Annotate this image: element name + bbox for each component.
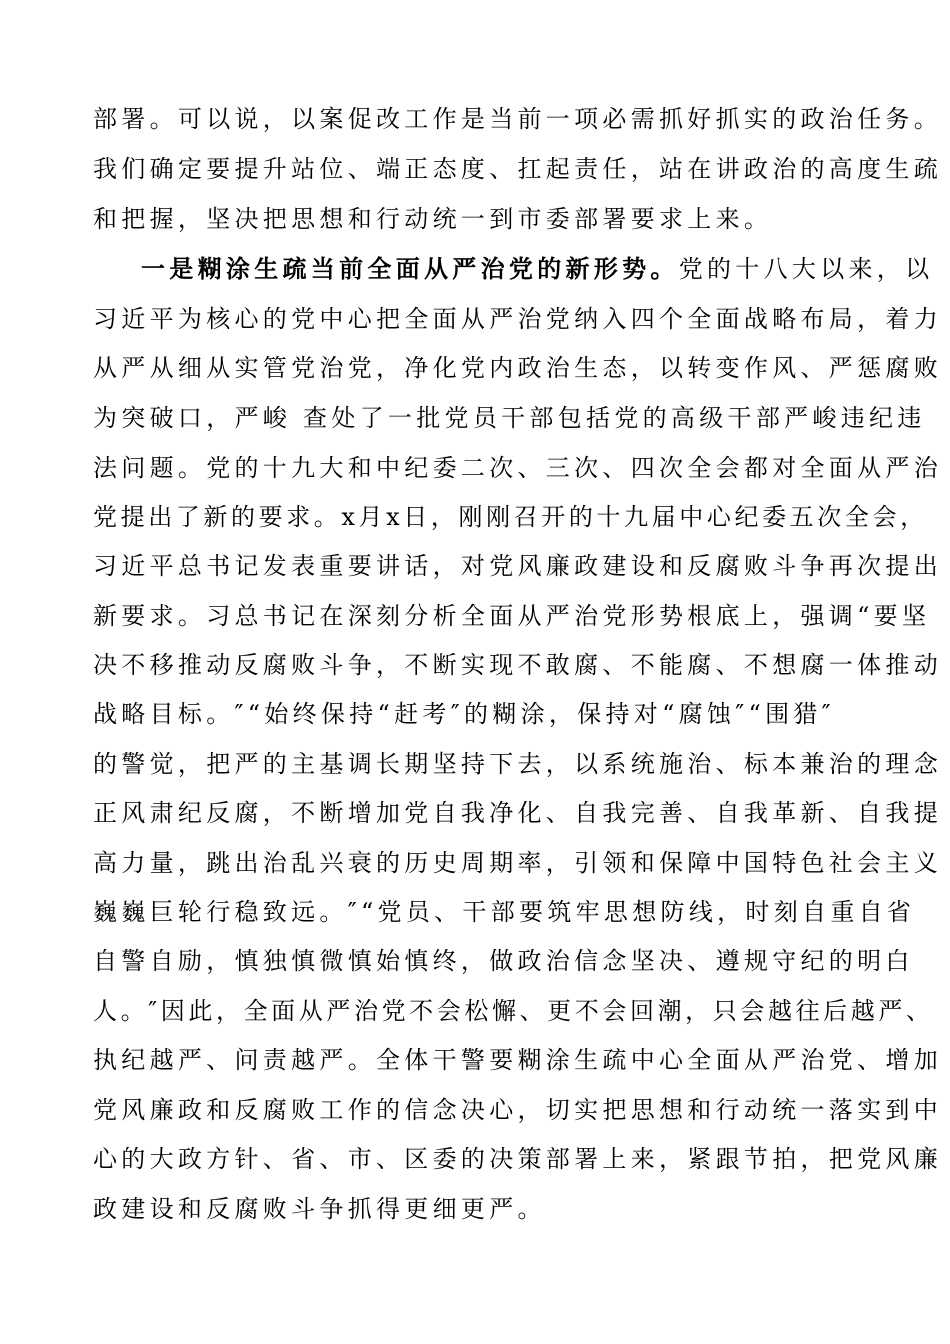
text-line-15: 正风肃纪反腐，不断增加党自我净化、自我完善、自我革新、自我提: [93, 799, 942, 827]
text-line-22: 心的大政方针、省、市、区委的决策部署上来，紧跟节拍，把党风廉: [93, 1145, 942, 1173]
text-line-11: 新要求。习总书记在深刻分析全面从严治党形势根底上，强调“要坚: [93, 602, 931, 630]
text-line-21: 党风廉政和反腐败工作的信念决心，切实把思想和行动统一落实到中: [93, 1096, 942, 1124]
text-line-20: 执纪越严、问责越严。全体干警要糊涂生疏中心全面从严治党、增加: [93, 1046, 942, 1074]
text-line-9: 党提出了新的要求。x月x日，刚刚召开的十九届中心纪委五次全会，: [93, 503, 928, 531]
paragraph-heading: 一是糊涂生疏当前全面从严治党的新形势。: [141, 254, 679, 283]
text-line-10: 习近平总书记发表重要讲话，对党风廉政建设和反腐败斗争再次提出: [93, 552, 942, 580]
text-line-1: 部署。可以说，以案促改工作是当前一项必需抓好抓实的政治任务。: [93, 105, 942, 133]
text-line-12: 决不移推动反腐败斗争，不断实现不敢腐、不能腐、不想腐一体推动: [93, 651, 942, 679]
text-line-3: 和把握，坚决把思想和行动统一到市委部署要求上来。: [93, 205, 773, 233]
text-line-2: 我们确定要提升站位、端正态度、扛起责任，站在讲政治的高度生疏: [93, 155, 942, 183]
paragraph-first-line: [141, 249, 950, 289]
text-line-23: 政建设和反腐败斗争抓得更细更严。: [93, 1195, 546, 1223]
text-line-13: 战略目标。″“始终保持“赶考″的糊涂，保持对“腐蚀″“围猎″: [93, 700, 835, 728]
text-line-8: 法问题。党的十九大和中纪委二次、三次、四次全会都对全面从严治: [93, 454, 942, 482]
text-line-19: 人。″因此，全面从严治党不会松懈、更不会回潮，只会越往后越严、: [93, 997, 934, 1025]
text-line-6: 从严从细从实管党治党，净化党内政治生态，以转变作风、严惩腐败: [93, 354, 942, 382]
text-line-14: 的警觉，把严的主基调长期坚持下去，以系统施治、标本兼治的理念: [93, 750, 942, 778]
text-line-17: 巍巍巨轮行稳致远。″“党员、干部要筑牢思想防线，时刻自重自省: [93, 898, 916, 926]
text-line-18: 自警自励，慎独慎微慎始慎终，做政治信念坚决、遵规守纪的明白: [93, 947, 914, 975]
paragraph-first-line-text: 党的十八大以来，以: [678, 255, 934, 283]
text-line-16: 高力量，跳出治乱兴衰的历史周期率，引领和保障中国特色社会主义: [93, 849, 942, 877]
text-line-5: 习近平为核心的党中心把全面从严治党纳入四个全面战略布局，着力: [93, 305, 942, 333]
text-line-7: 为突破口，严峻 查处了一批党员干部包括党的高级干部严峻违纪违: [93, 404, 926, 432]
